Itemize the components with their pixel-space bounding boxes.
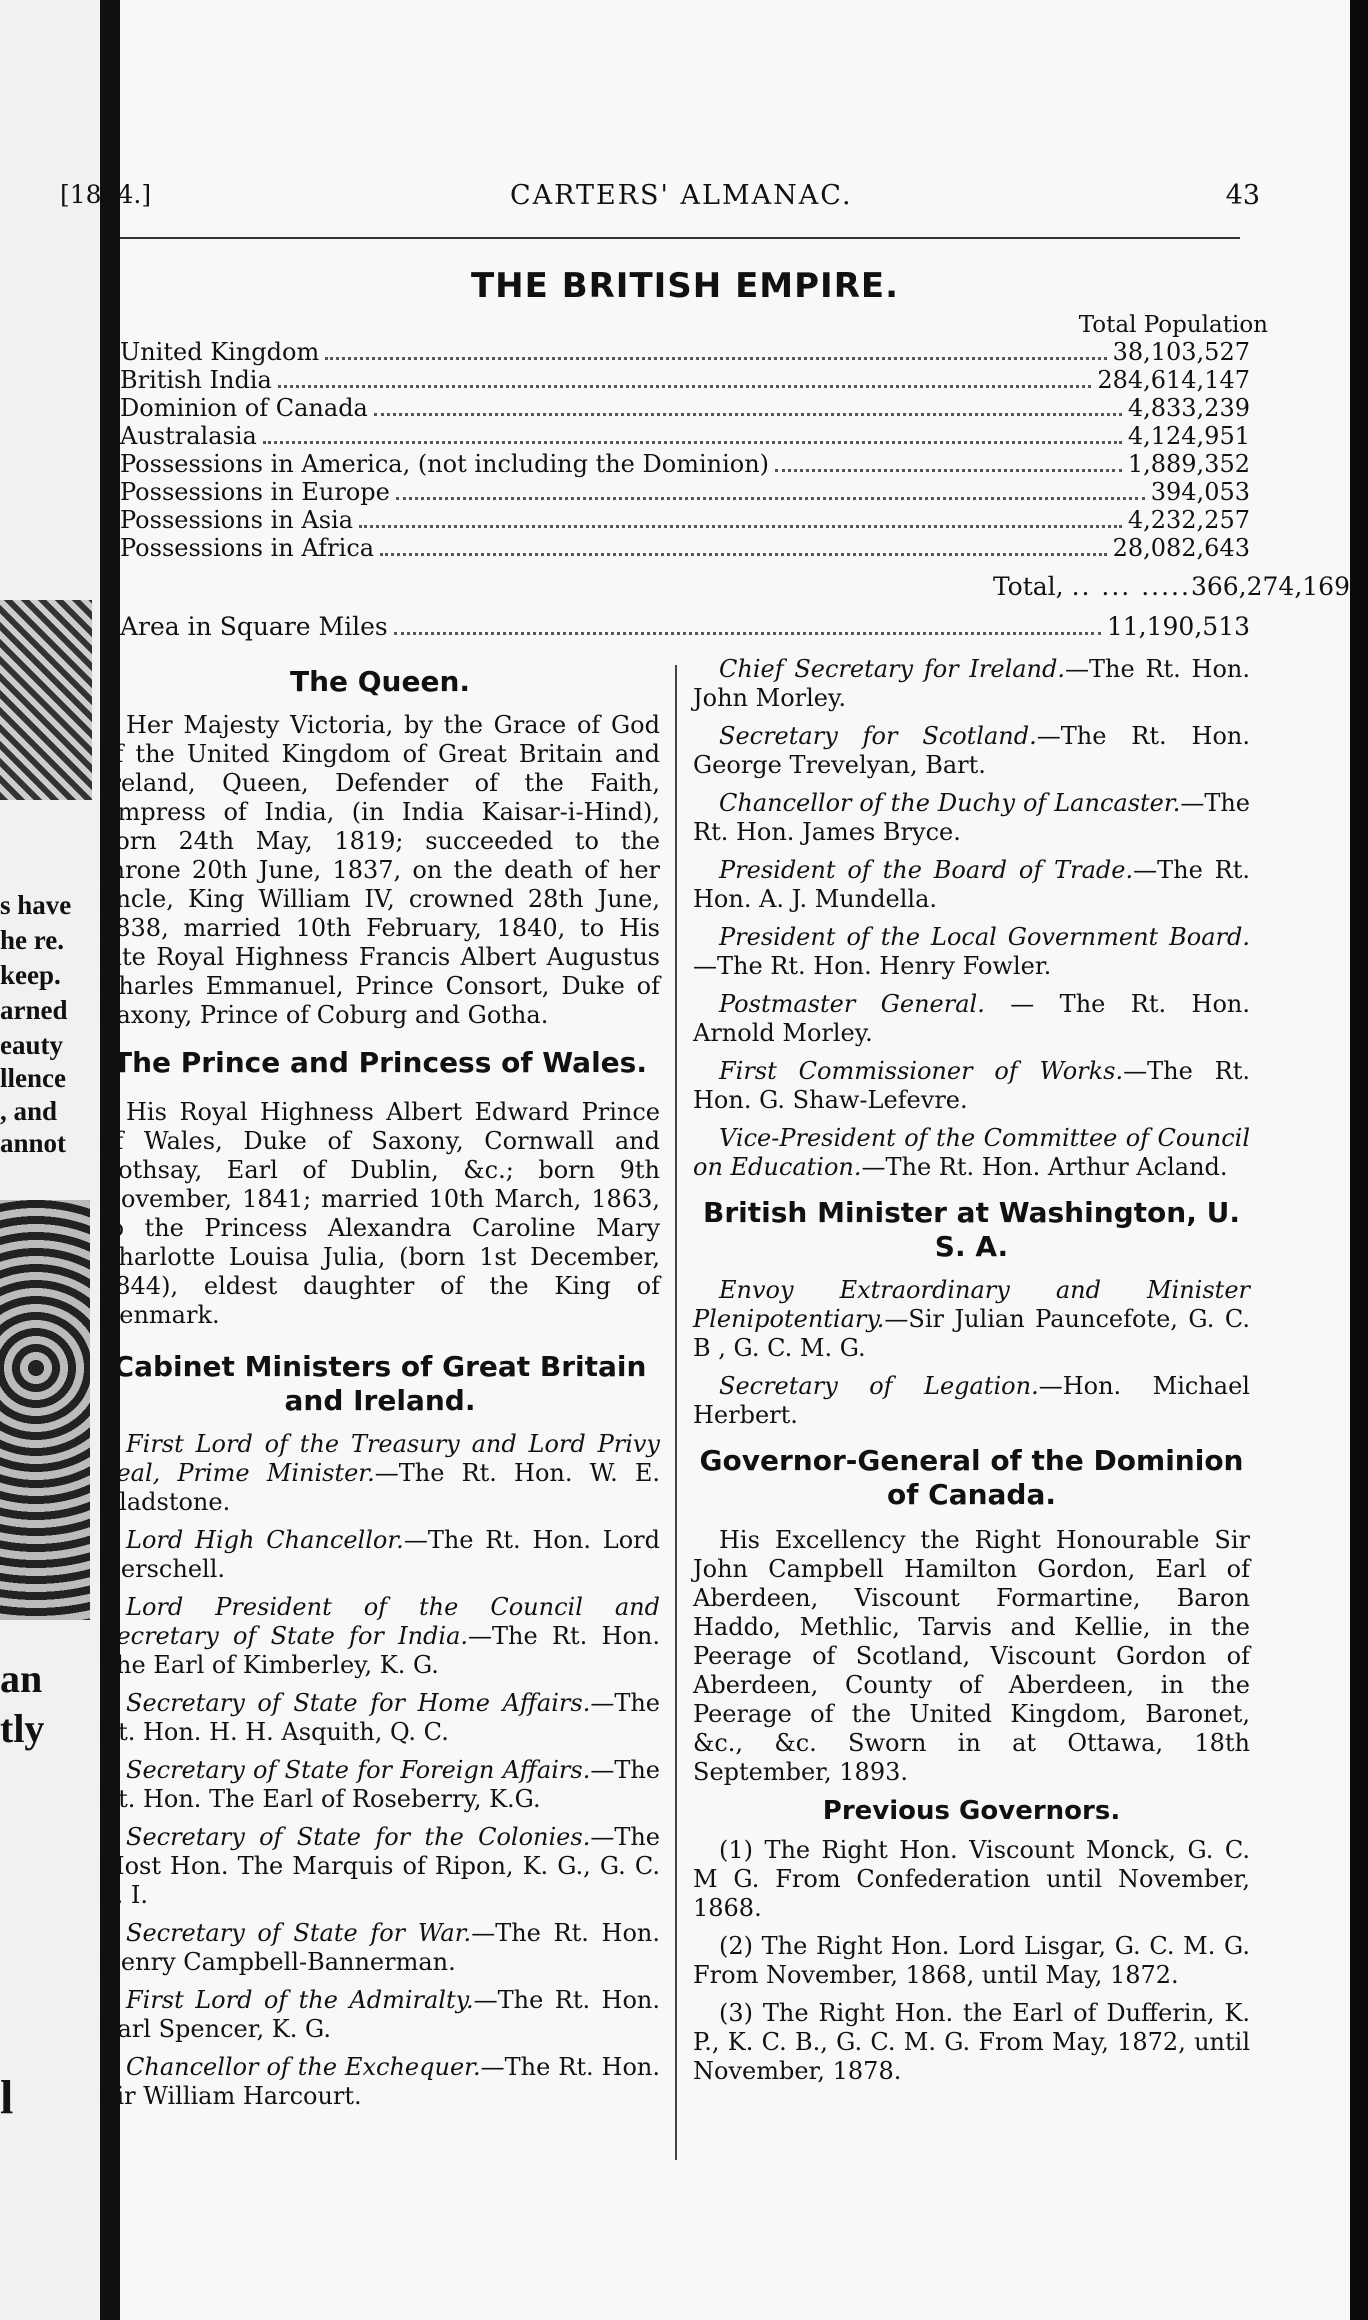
office-title: Secretary of State for Foreign Affairs.: [126, 1756, 591, 1784]
office-title: Chancellor of the Duchy of Lancaster.: [719, 789, 1181, 817]
office-holder: —The Rt. Hon. G. Shaw-Lefevre.: [693, 1057, 1251, 1114]
office-entry: [100, 1756, 660, 1814]
population-row: [120, 450, 1250, 478]
cabinet-list-left: [100, 1430, 660, 2111]
office-entry: [100, 1689, 660, 1747]
office-entry: [693, 655, 1250, 713]
cabinet-list-right: [693, 655, 1250, 1182]
population-region: Possessions in Africa: [120, 534, 375, 562]
margin-fragment: he re.: [0, 925, 64, 955]
ornament-image: [0, 600, 92, 800]
margin-fragment: an: [0, 1656, 43, 1701]
office-entry: [100, 1430, 660, 1517]
office-entry: [693, 1372, 1250, 1430]
office-holder: —The Rt. Hon. James Bryce.: [693, 789, 1250, 846]
leader-dots: [325, 343, 1106, 360]
office-holder: —The Rt. Hon. Sir William Harcourt.: [100, 2053, 661, 2110]
almanac-page: [60, 0, 1350, 2320]
leader-dots: .. ... .....: [1071, 572, 1191, 601]
office-holder: —The Rt. Hon. George Trevelyan, Bart.: [693, 722, 1251, 779]
population-value: 4,232,257: [1127, 506, 1250, 534]
population-region: British India: [120, 366, 272, 394]
population-row: [120, 422, 1250, 450]
office-title: Secretary of State for War.: [126, 1919, 472, 1947]
office-title: President of the Local Government Board.: [719, 923, 1250, 951]
margin-fragment: tly: [0, 1706, 45, 1751]
population-region: Dominion of Canada: [120, 394, 368, 422]
page-title: THE BRITISH EMPIRE.: [470, 266, 900, 306]
minister-list: [693, 1276, 1250, 1430]
office-entry: [693, 990, 1250, 1048]
office-title: Envoy Extraordinary and Minister Plenipotentiary.: [693, 1276, 1250, 1333]
office-entry: [100, 2053, 660, 2111]
governor-heading: Governor-General of the Dominion of Canada.: [699, 1444, 1244, 1511]
office-title: Secretary for Scotland.: [719, 722, 1037, 750]
population-region: Possessions in Asia: [120, 506, 354, 534]
office-entry: [100, 1986, 660, 2044]
population-region: Possessions in America, (not including the Dominion): [120, 450, 770, 478]
population-value: 28,082,643: [1112, 534, 1250, 562]
population-region: Australasia: [120, 422, 257, 450]
previous-governors-list: [693, 1836, 1250, 2086]
prince-text: His Royal Highness Albert Edward Prince of Wales, Duke of Saxony, Cornwall and Rothsay, Earl of Dublin, &c.; born 9th November, 1841; married 10th March, 1863, to the Princess Alexandra Caroline Mary Charlotte Louisa Julia, (born 1st December, 1844), eldest daughter of the King of Denmark.: [100, 1098, 660, 1329]
margin-fragment: arned: [0, 995, 68, 1025]
office-entry: [693, 1276, 1250, 1363]
population-row: [120, 394, 1250, 422]
area-value: 11,190,513: [1106, 612, 1250, 641]
office-holder: —The Rt. Hon. W. E. Gladstone.: [100, 1459, 660, 1516]
population-column-label: Total Population: [1078, 312, 1268, 338]
queen-heading: The Queen.: [289, 665, 471, 698]
population-row: [120, 338, 1250, 366]
leader-dots: [278, 371, 1092, 388]
office-holder: —The Rt. Hon. H. H. Asquith, Q. C.: [100, 1689, 660, 1746]
office-entry: [693, 1057, 1250, 1115]
population-row: [120, 478, 1250, 506]
left-column: [100, 655, 660, 2120]
page-number: 43: [1225, 180, 1260, 211]
leader-dots: [263, 427, 1122, 444]
population-region: United Kingdom: [120, 338, 320, 366]
office-holder: —The Most Hon. The Marquis of Ripon, K. G., G. C. S. I.: [100, 1823, 660, 1909]
office-title: First Lord of the Admiralty.: [126, 1986, 474, 2014]
ornament-image: [0, 1200, 90, 1620]
office-entry: [100, 1919, 660, 1977]
population-row: [120, 534, 1250, 562]
office-title: Lord President of the Council and Secretary of State for India.: [100, 1593, 660, 1650]
office-entry: [693, 856, 1250, 914]
leader-dots: [394, 618, 1101, 635]
column-divider: [675, 665, 677, 2160]
office-holder: —The Rt. Hon. Lord Herschell.: [100, 1526, 660, 1583]
office-title: Chief Secretary for Ireland.: [719, 655, 1066, 683]
cabinet-heading: Cabinet Ministers of Great Britain and Ireland.: [113, 1350, 647, 1417]
office-holder: —Sir Julian Pauncefote, G. C. B , G. C. M. G.: [693, 1305, 1250, 1362]
office-holder: —The Rt. Hon. The Earl of Roseberry, K.G.: [100, 1756, 660, 1813]
office-title: Vice-President of the Committee of Council on Education.: [693, 1124, 1250, 1181]
area-label: Area in Square Miles: [120, 612, 388, 641]
scan-edge: [1350, 0, 1368, 2320]
margin-fragment: llence: [0, 1063, 66, 1093]
office-holder: —The Rt. Hon. The Earl of Kimberley, K. G.: [100, 1622, 660, 1679]
previous-governor-item: (2) The Right Hon. Lord Lisgar, G. C. M. G. From November, 1868, until May, 1872.: [693, 1932, 1250, 1989]
office-entry: [100, 1526, 660, 1584]
total-value: 366,274,169: [1190, 572, 1350, 601]
office-holder: —The Rt. Hon. John Morley.: [693, 655, 1251, 712]
margin-fragment: s have: [0, 890, 72, 920]
previous-heading: Previous Governors.: [822, 1796, 1121, 1826]
office-holder: —The Rt. Hon. Henry Fowler.: [693, 952, 1052, 980]
office-holder: —The Rt. Hon. Henry Campbell-Bannerman.: [100, 1919, 661, 1976]
population-value: 394,053: [1150, 478, 1250, 506]
office-title: Lord High Chancellor.: [126, 1526, 404, 1554]
leader-dots: [396, 483, 1145, 500]
office-title: First Commissioner of Works.: [719, 1057, 1124, 1085]
governor-text: His Excellency the Right Honourable Sir John Campbell Hamilton Gordon, Earl of Aberdeen, Viscount Formartine, Baron Haddo, Methlic, Tarvis and Kellie, in the Peerage of Scotland, Viscount Gordon of Aberdeen, County of Aberdeen, in the Peerage of the United Kingdom, Baronet, &c., &c. Sworn in at Ottawa, 18th September, 1893.: [693, 1526, 1250, 1786]
prince-heading: The Prince and Princess of Wales.: [113, 1046, 647, 1079]
total-label: Total,: [992, 572, 1064, 601]
office-holder: —The Rt. Hon. A. J. Mundella.: [693, 856, 1251, 913]
office-title: Secretary of State for the Colonies.: [126, 1823, 591, 1851]
running-header: [60, 180, 1260, 220]
office-holder: — The Rt. Hon. Arnold Morley.: [693, 990, 1250, 1047]
adjacent-page-fragment: [0, 0, 100, 2320]
margin-fragment: annot: [0, 1128, 67, 1158]
population-row: [120, 366, 1250, 394]
margin-fragment: l: [0, 2071, 14, 2124]
office-holder: —The Rt. Hon. Arthur Acland.: [861, 1153, 1228, 1181]
office-entry: [693, 923, 1250, 981]
margin-fragment: eauty: [0, 1030, 63, 1060]
office-title: Secretary of Legation.: [719, 1372, 1039, 1400]
header-rule: [120, 237, 1240, 239]
office-entry: [693, 722, 1250, 780]
queen-text: Her Majesty Victoria, by the Grace of God of the United Kingdom of Great Britain and Ireland, Queen, Defender of the Faith, Empress of India, (in India Kaisar-i-Hind), born 24th May, 1819; succeeded to the throne 20th June, 1837, on the death of her uncle, King William IV, crowned 28th June, 1838, married 10th February, 1840, to His late Royal Highness Francis Albert Augustus Charles Emmanuel, Prince Consort, Duke of Saxony, Prince of Coburg and Gotha.: [100, 711, 660, 1029]
population-value: 4,124,951: [1127, 422, 1250, 450]
office-holder: —The Rt. Hon. Earl Spencer, K. G.: [100, 1986, 661, 2043]
office-title: Chancellor of the Exchequer.: [126, 2053, 481, 2081]
office-entry: [100, 1823, 660, 1910]
office-title: President of the Board of Trade.: [719, 856, 1134, 884]
leader-dots: [359, 511, 1122, 528]
previous-governor-item: (1) The Right Hon. Viscount Monck, G. C. M G. From Confederation until November, 1868.: [693, 1836, 1250, 1922]
margin-fragment: keep.: [0, 960, 61, 990]
population-value: 4,833,239: [1127, 394, 1250, 422]
population-row: [120, 506, 1250, 534]
population-table: [120, 338, 1250, 562]
population-value: 284,614,147: [1097, 366, 1250, 394]
population-region: Possessions in Europe: [120, 478, 390, 506]
office-holder: —Hon. Michael Herbert.: [693, 1372, 1250, 1429]
leader-dots: [380, 539, 1107, 556]
population-value: 38,103,527: [1112, 338, 1250, 366]
area-row: [120, 612, 1250, 641]
header-years: [1894.]: [60, 180, 152, 209]
leader-dots: [374, 399, 1122, 416]
population-total: [993, 572, 1350, 601]
office-title: Postmaster General.: [719, 990, 985, 1018]
previous-governor-item: (3) The Right Hon. the Earl of Dufferin, K. P., K. C. B., G. C. M. G. From May, 1872, until November, 1878.: [693, 1999, 1250, 2085]
office-entry: [693, 789, 1250, 847]
office-entry: [693, 1124, 1250, 1182]
office-entry: [100, 1593, 660, 1680]
right-column: [693, 655, 1250, 2095]
header-title: CARTERS' ALMANAC.: [510, 180, 853, 211]
minister-heading: British Minister at Washington, U. S. A.: [703, 1196, 1240, 1263]
margin-fragment: , and: [0, 1096, 58, 1126]
office-title: Secretary of State for Home Affairs.: [126, 1689, 591, 1717]
population-value: 1,889,352: [1127, 450, 1250, 478]
leader-dots: [775, 455, 1122, 472]
office-title: First Lord of the Treasury and Lord Privy Seal, Prime Minister.: [100, 1430, 660, 1487]
